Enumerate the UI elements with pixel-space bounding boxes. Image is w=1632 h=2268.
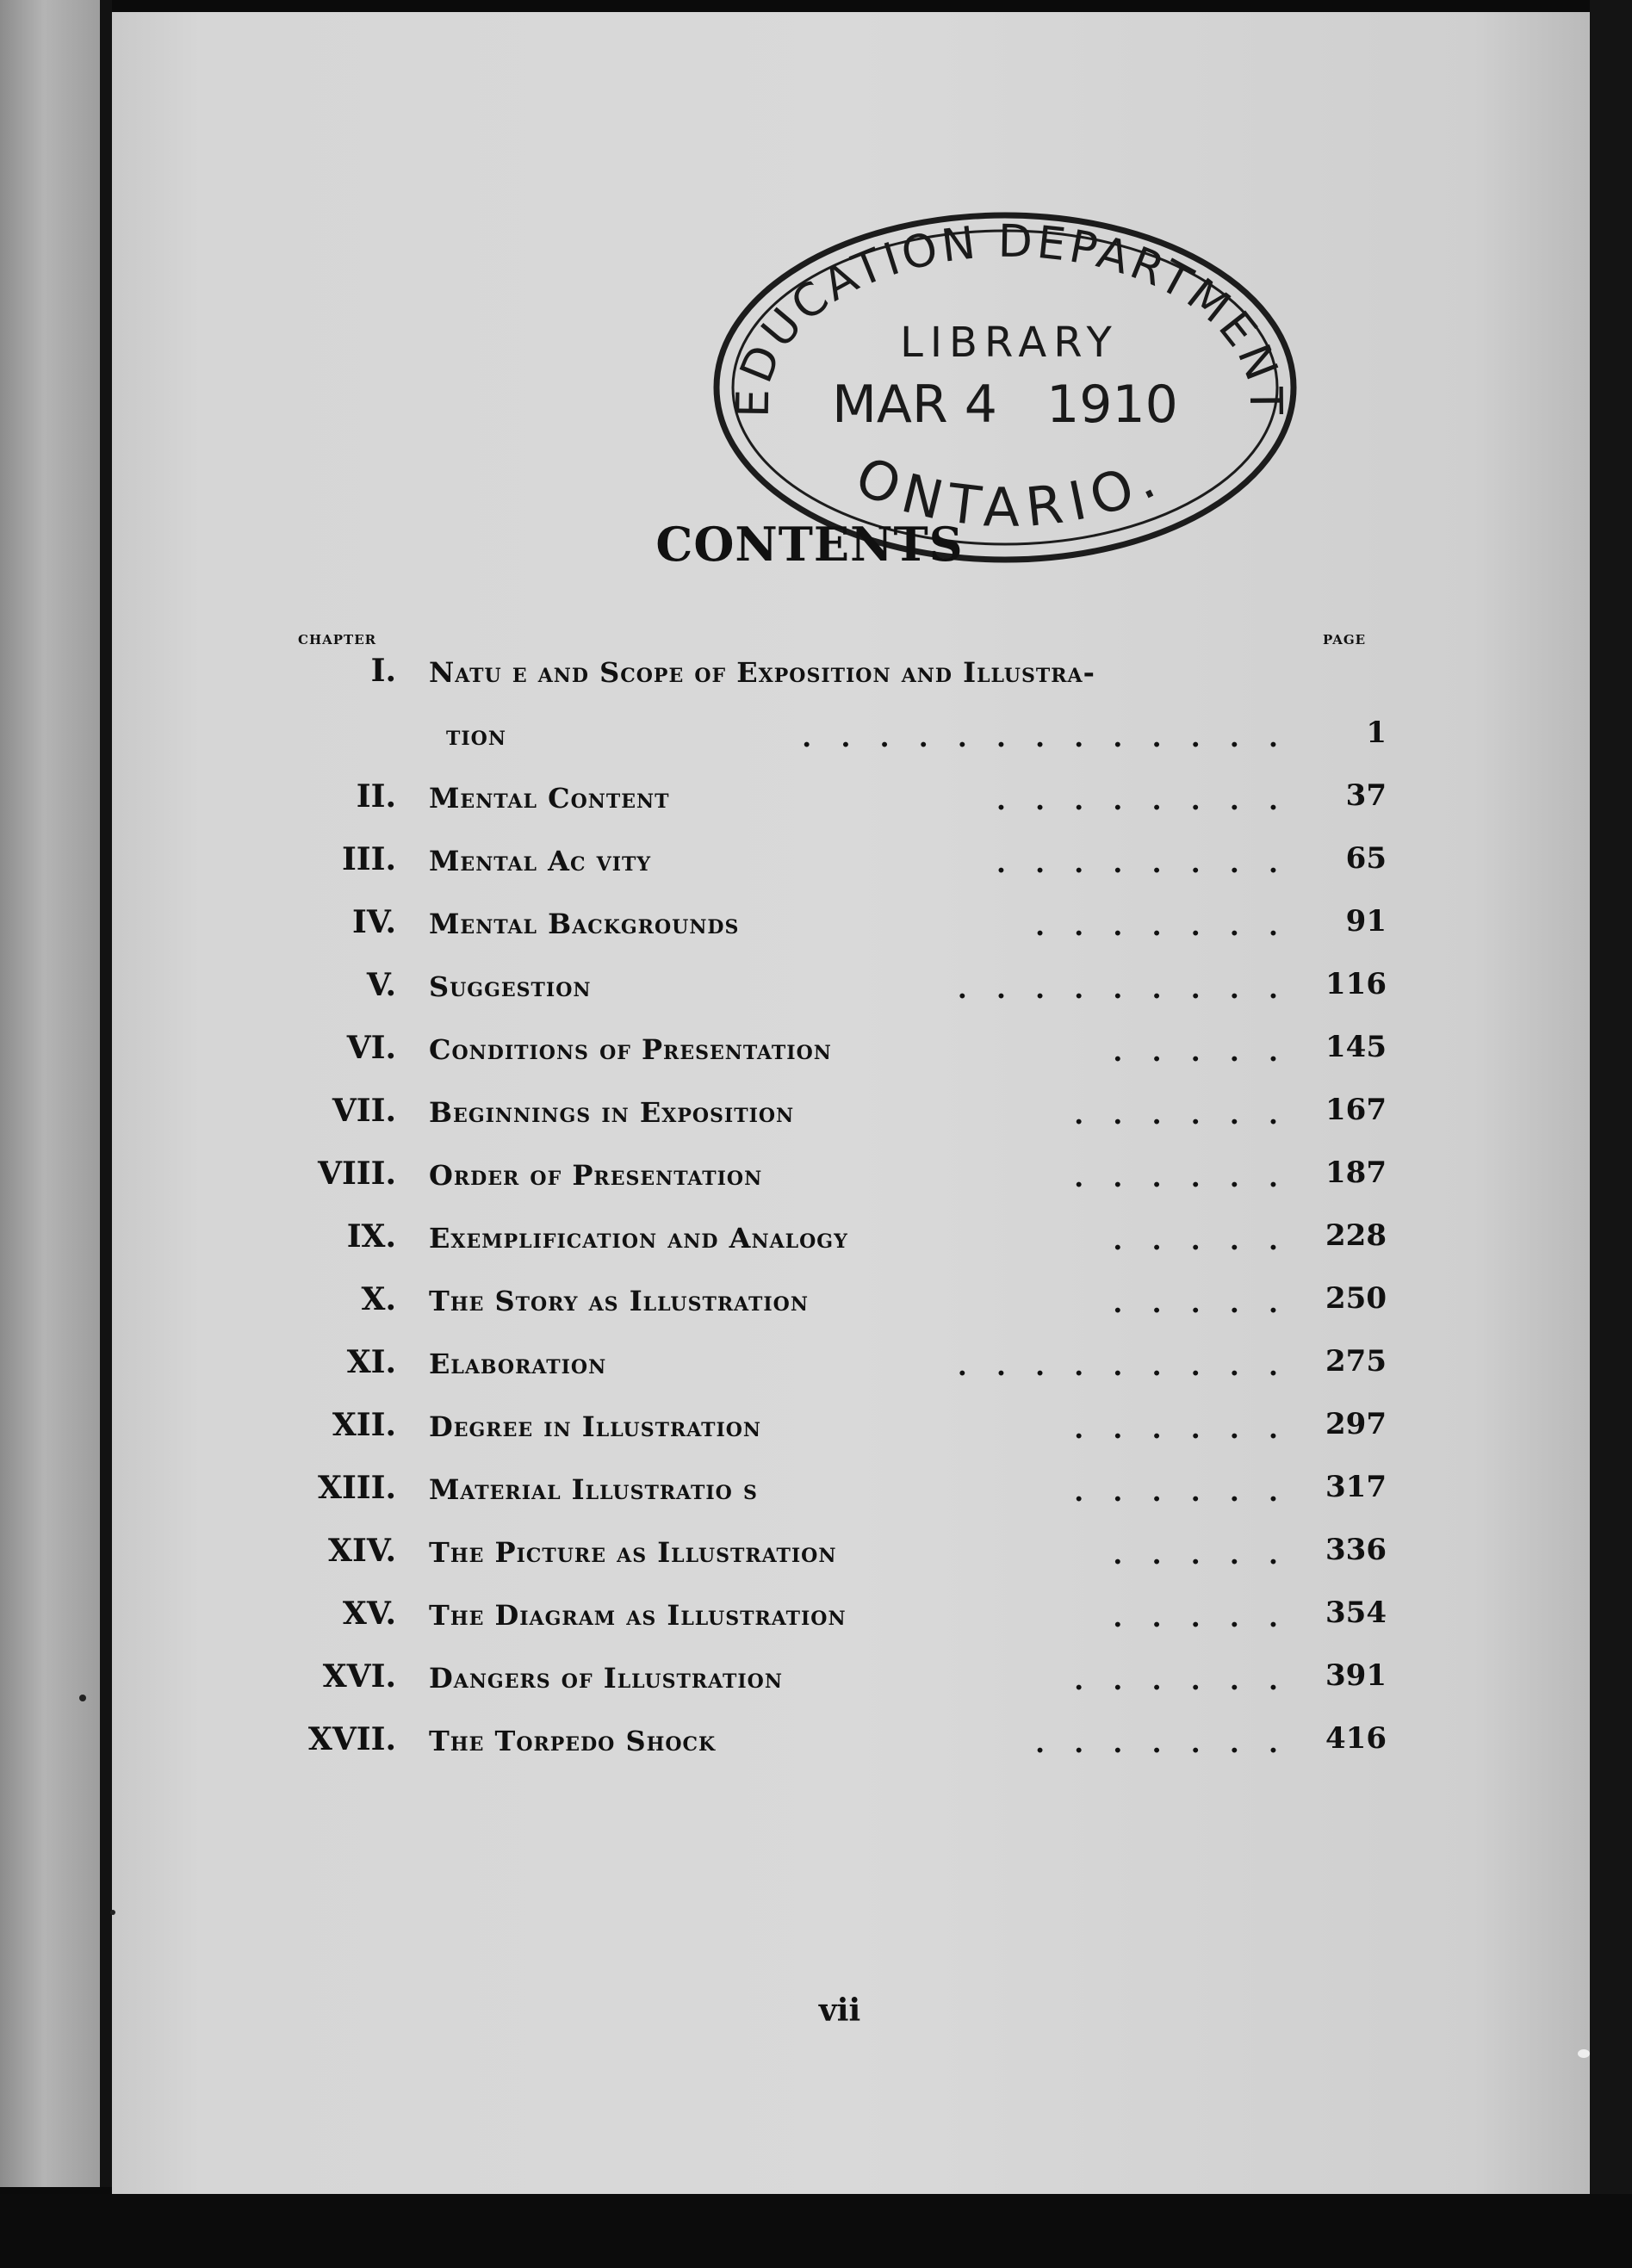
- page-ref: 250: [1325, 1281, 1387, 1316]
- chapter-title: The Diagram as Illustration: [429, 1599, 847, 1632]
- page-ref: 275: [1325, 1344, 1387, 1379]
- dot-leader: .....: [1113, 1538, 1307, 1571]
- dot-leader: ........: [996, 846, 1307, 879]
- toc-entry: [284, 1596, 1387, 1644]
- dot-leader: .....: [1113, 1286, 1307, 1319]
- dot-leader: .........: [957, 1349, 1307, 1382]
- chapter-title: Degree in Illustration: [429, 1410, 762, 1443]
- toc-entry: [284, 904, 1387, 952]
- stamp-library: LIBRARY: [900, 319, 1119, 367]
- page-ref: 354: [1325, 1596, 1387, 1630]
- chapter-title: Elaboration: [429, 1348, 607, 1380]
- toc-entry: [284, 778, 1387, 827]
- chapter-number: XV.: [342, 1596, 396, 1632]
- chapter-title: Exemplification and Analogy: [429, 1222, 848, 1255]
- page-ref: 145: [1325, 1030, 1387, 1064]
- dot-leader: ......: [1074, 1098, 1307, 1131]
- page-ref: 336: [1325, 1533, 1387, 1567]
- stamp-arc-bottom: ONTARIO.: [847, 443, 1172, 539]
- page-ref: 228: [1325, 1218, 1387, 1253]
- chapter-number: III.: [341, 841, 396, 877]
- chapter-number: XVII.: [307, 1721, 396, 1757]
- page-column-label: PAGE: [1323, 632, 1367, 648]
- chapter-title: The Torpedo Shock: [429, 1725, 717, 1757]
- chapter-title: Order of Presentation: [429, 1159, 763, 1192]
- chapter-number: VII.: [332, 1093, 396, 1129]
- chapter-number: IV.: [351, 904, 396, 940]
- toc-entry: [284, 1281, 1387, 1329]
- toc-entry: [284, 967, 1387, 1015]
- page-ref: 416: [1325, 1721, 1387, 1756]
- dot-leader: .........: [957, 972, 1307, 1005]
- dot-leader: ......: [1074, 1412, 1307, 1445]
- dot-leader: .....: [1113, 1601, 1307, 1633]
- page-title: CONTENTS: [655, 517, 964, 572]
- dot-leader: ......: [1074, 1161, 1307, 1193]
- toc-entry: [284, 1156, 1387, 1204]
- chapter-title: Conditions of Presentation: [429, 1033, 832, 1066]
- chapter-title: Mental Content: [429, 782, 670, 815]
- dot-leader: .......: [1035, 1726, 1307, 1759]
- toc-entry: [284, 1533, 1387, 1581]
- page-ref: 317: [1325, 1470, 1387, 1504]
- chapter-title: Beginnings in Exposition: [429, 1096, 795, 1129]
- chapter-number: XVI.: [322, 1658, 396, 1695]
- chapter-number: II.: [356, 778, 396, 815]
- chapter-column-label: CHAPTER: [298, 632, 377, 648]
- dot-leader: ........: [996, 784, 1307, 816]
- right-scan-border: [1590, 0, 1632, 2268]
- toc-entry: [284, 1658, 1387, 1707]
- bottom-scan-border: [0, 2194, 1632, 2268]
- page-number: vii: [818, 1992, 861, 2029]
- chapter-number: I.: [370, 653, 396, 689]
- page-ref: 91: [1345, 904, 1387, 939]
- dot-leader: .....: [1113, 1035, 1307, 1068]
- facing-page-edge: [0, 0, 110, 2187]
- chapter-number: X.: [361, 1281, 396, 1317]
- stamp-graphic: [699, 196, 1311, 568]
- toc-entry: [284, 653, 1387, 701]
- toc-entry: [284, 1407, 1387, 1455]
- chapter-title: Natu e and Scope of Exposition and Illustra-: [429, 656, 1095, 689]
- page-ref: 297: [1325, 1407, 1387, 1441]
- chapter-title: The Story as Illustration: [429, 1285, 809, 1317]
- chapter-title-continued: tion: [446, 719, 506, 752]
- page-ref: 187: [1325, 1156, 1387, 1190]
- chapter-title: Dangers of Illustration: [429, 1662, 783, 1695]
- library-stamp: [699, 196, 1311, 568]
- chapter-title: Material Illustratio s: [429, 1473, 758, 1506]
- chapter-title: Mental Backgrounds: [429, 908, 740, 940]
- chapter-number: XIII.: [318, 1470, 396, 1506]
- dot-leader: .......: [1035, 909, 1307, 942]
- toc-entry: [284, 1218, 1387, 1267]
- page-ref: 1: [1366, 716, 1387, 750]
- page-ref: 391: [1325, 1658, 1387, 1693]
- chapter-number: V.: [366, 967, 396, 1003]
- chapter-number: VIII.: [318, 1156, 396, 1192]
- toc-entry: [284, 1030, 1387, 1078]
- toc-entry: [284, 1470, 1387, 1518]
- chapter-number: XII.: [332, 1407, 396, 1443]
- dot-leader: ......: [1074, 1475, 1307, 1508]
- toc-entry: [284, 1721, 1387, 1769]
- toc-entry: [284, 1093, 1387, 1141]
- chapter-title: Mental Ac vity: [429, 845, 652, 877]
- toc-entry: [284, 841, 1387, 889]
- page-ref: 116: [1325, 967, 1387, 1001]
- chapter-number: IX.: [346, 1218, 396, 1255]
- dust-speck: [1578, 2049, 1590, 2058]
- dot-leader: .............: [802, 721, 1307, 753]
- chapter-number: XI.: [346, 1344, 396, 1380]
- stamp-arc-top: EDUCATION DEPARTMENT: [727, 215, 1292, 418]
- chapter-title: Suggestion: [429, 970, 592, 1003]
- chapter-number: XIV.: [328, 1533, 396, 1569]
- binding-gutter: [100, 0, 112, 2187]
- toc-entry-continued: [284, 716, 1387, 764]
- dot-leader: .....: [1113, 1224, 1307, 1256]
- chapter-title: The Picture as Illustration: [429, 1536, 837, 1569]
- dot-leader: ......: [1074, 1664, 1307, 1696]
- page-ref: 65: [1345, 841, 1387, 876]
- stamp-date: MAR 4 1910: [832, 375, 1178, 435]
- page-ref: 167: [1325, 1093, 1387, 1127]
- toc-entry: [284, 1344, 1387, 1392]
- dust-speck: [79, 1695, 86, 1701]
- page-ref: 37: [1345, 778, 1387, 813]
- chapter-number: VI.: [346, 1030, 396, 1066]
- dust-speck: [110, 1910, 115, 1915]
